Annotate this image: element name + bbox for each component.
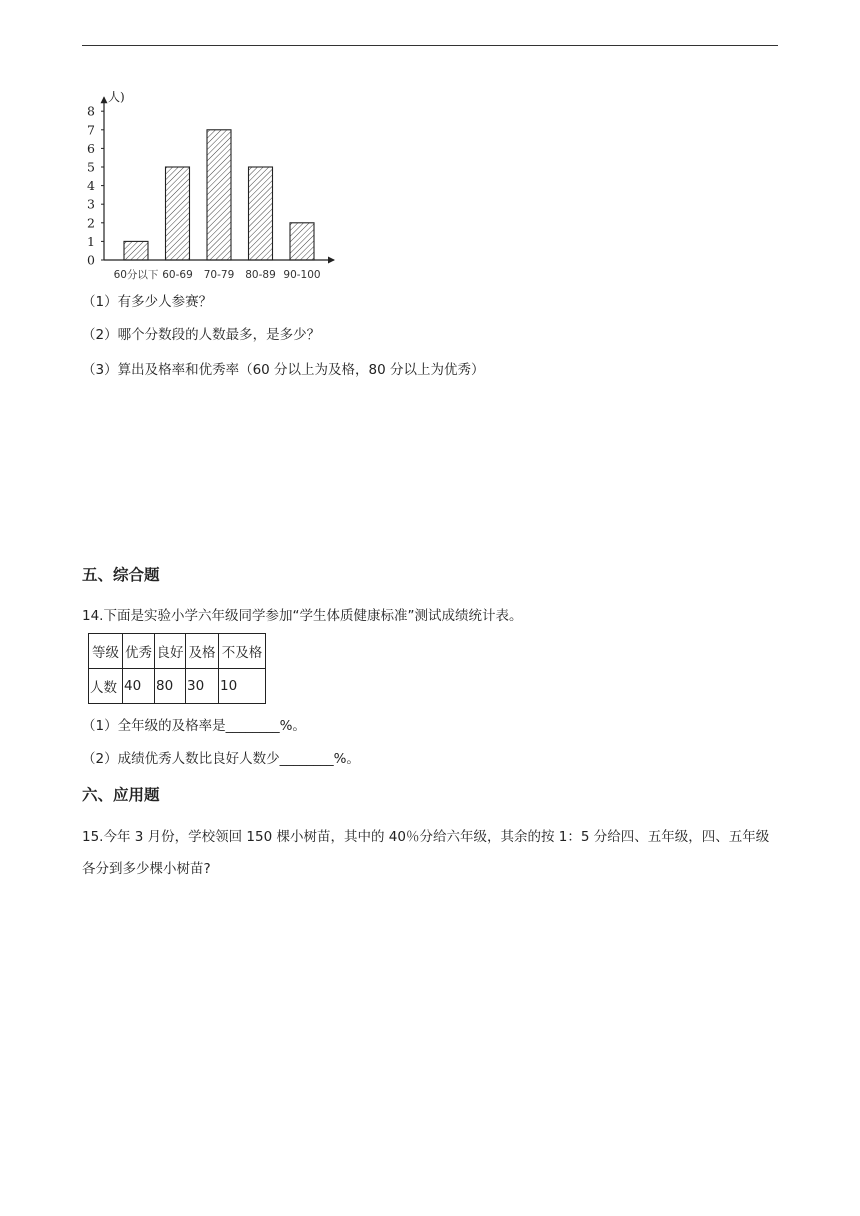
table-cell: 等级 [89, 634, 123, 669]
table-row [89, 669, 266, 704]
table-cell: 良好 [155, 634, 186, 669]
table-cell: 优秀 [123, 634, 155, 669]
table-cell: 40 [123, 669, 155, 704]
table-cell: 80 [155, 669, 186, 704]
q13-sub2: （2）哪个分数段的人数最多，是多少？ [82, 327, 321, 343]
q14-sub1: （1）全年级的及格率是________%。 [82, 718, 306, 734]
section5-title: 五、综合题 [82, 566, 160, 584]
y-tick-label: 2 [87, 215, 95, 231]
table-cell: 人数 [89, 669, 123, 704]
bar [249, 167, 273, 260]
q15-text: 15.今年 3 月份，学校领回 150 棵小树苗，其中的 40％分给六年级，其余的按 1：5 分给四、五年级，四、五年级各分到多少棵小树苗? [82, 829, 770, 877]
fitness-table [88, 633, 266, 704]
q14-stem: 14.下面是实验小学六年级同学参加“学生体质健康标准”测试成绩统计表。 [82, 608, 523, 624]
y-tick-label: 6 [87, 140, 95, 156]
table-cell: 及格 [186, 634, 219, 669]
y-tick-label: 1 [87, 233, 95, 249]
y-axis-label: 人) [108, 90, 125, 105]
bar [166, 167, 190, 260]
y-tick-label: 3 [87, 196, 95, 212]
section6-title: 六、应用题 [82, 786, 160, 804]
x-tick-label: 90-100 [283, 269, 321, 281]
y-tick-label: 0 [87, 252, 95, 268]
y-tick-label: 8 [87, 103, 95, 119]
q14-sub2: （2）成绩优秀人数比良好人数少________%。 [82, 751, 360, 767]
x-tick-label: 70-79 [203, 269, 235, 281]
q13-sub3: （3）算出及格率和优秀率（60 分以上为及格，80 分以上为优秀） [82, 362, 485, 378]
bar [290, 223, 314, 260]
x-tick-label: 60-69 [162, 269, 193, 281]
y-tick-label: 5 [87, 159, 95, 175]
x-axis-arrow [328, 257, 335, 264]
score-histogram [82, 82, 352, 292]
bar [207, 130, 231, 260]
bar [124, 241, 148, 260]
x-tick-label: 80-89 [245, 269, 276, 281]
y-axis-arrow [101, 96, 108, 103]
x-tick-label: 60分以下 [113, 269, 159, 281]
table-header-row [89, 634, 266, 669]
table-cell: 不及格 [219, 634, 266, 669]
table-cell: 30 [186, 669, 219, 704]
q13-sub1: （1）有多少人参赛？ [82, 294, 213, 310]
y-tick-label: 7 [87, 122, 95, 138]
table-cell: 10 [219, 669, 266, 704]
header-rule [82, 45, 778, 46]
score-histogram-svg [82, 82, 352, 292]
y-tick-label: 4 [87, 178, 95, 194]
